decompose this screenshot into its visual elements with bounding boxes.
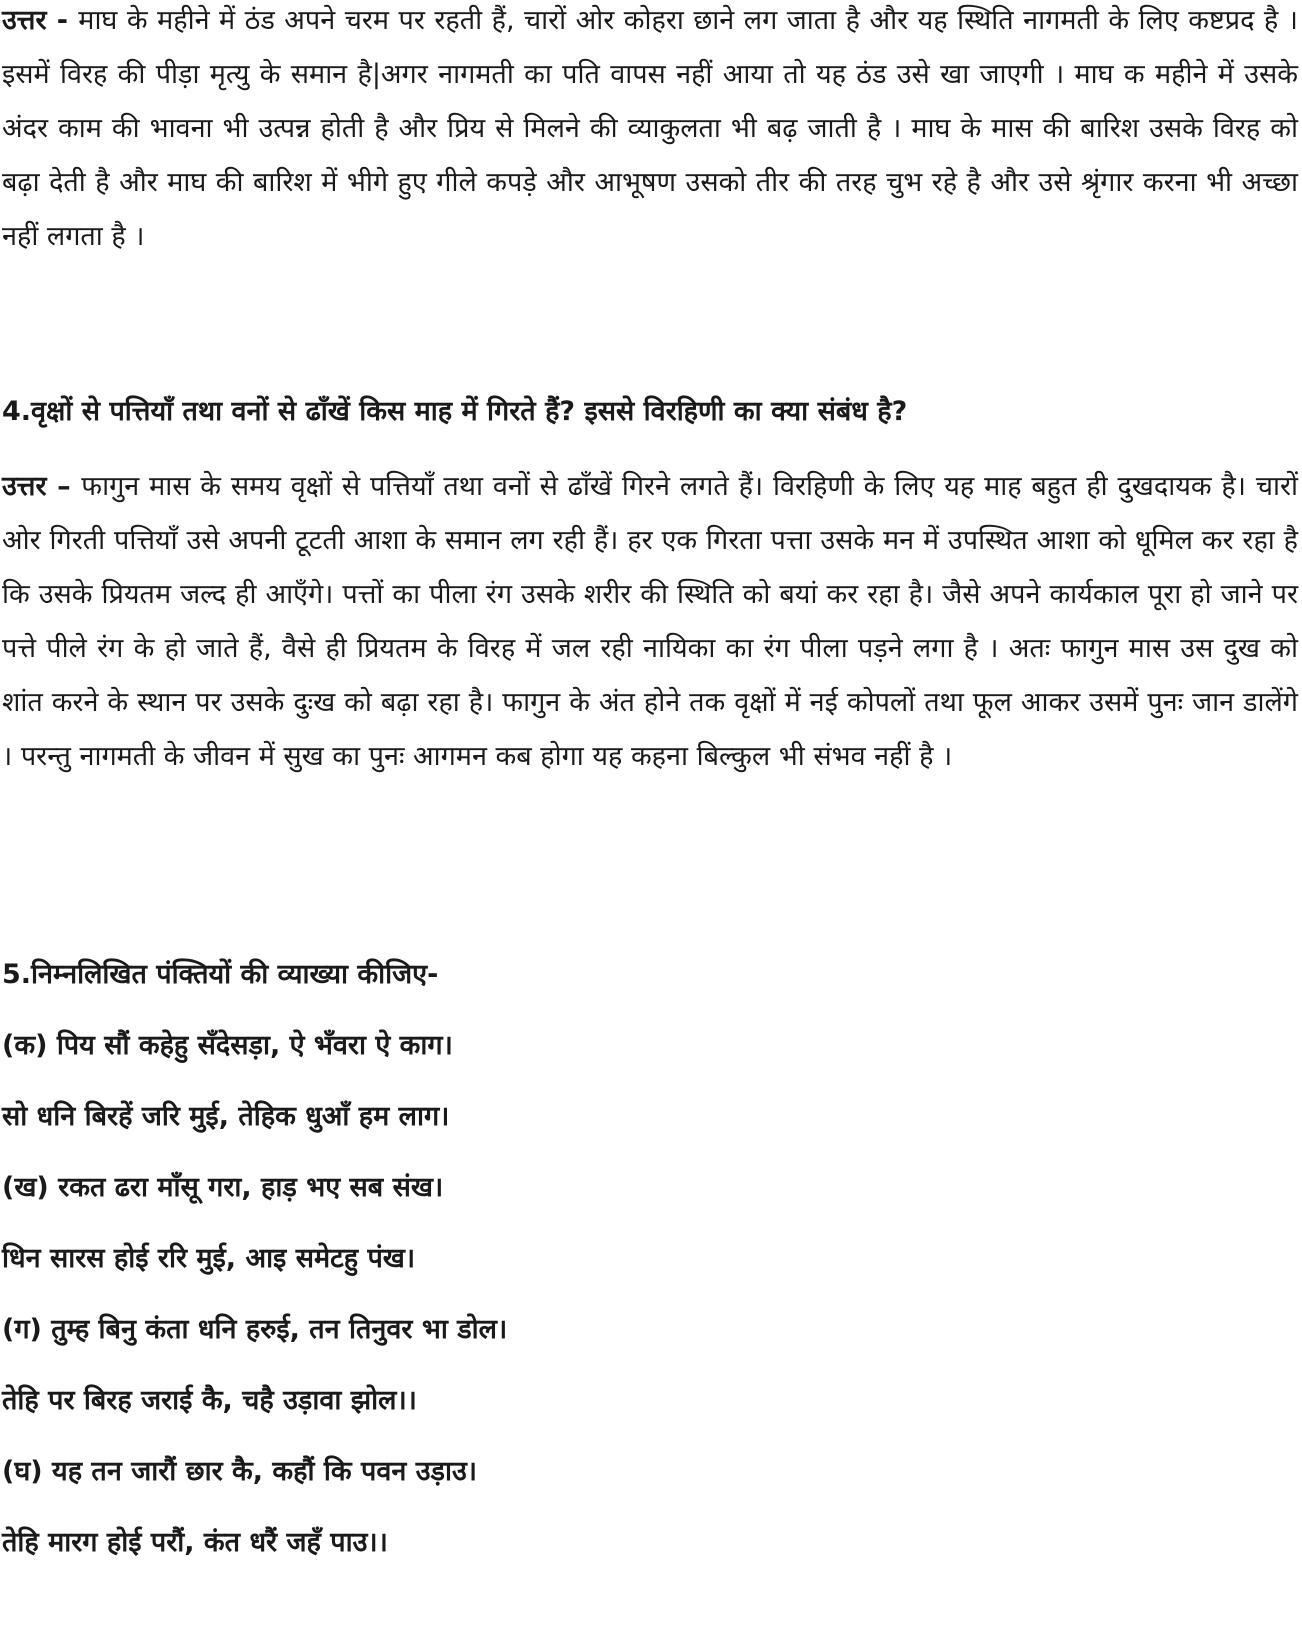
verse-line: (ग) तुम्ह बिनु कंता धनि हरुई, तन तिनुवर भा डोल। bbox=[2, 1314, 508, 1345]
answer-3-text: माघ के महीने में ठंड अपने चरम पर रहती हैं, चारों ओर कोहरा छाने लग जाता है और यह स्थिति नागमती के लिए कष्टप्रद है । इसमें विरह की पीड़ा मृत्यु के समान है|अगर नागमती का पति वापस नहीं आया तो यह ठंड उसे खा जाएगी । माघ क महीने में उसके अंदर काम की भावना भी उत्पन्न होती है और प्रिय से मिलने की व्याकुलता भी बढ़ जाती है । माघ के मास की बारिश उसके विरह को बढ़ा देती है और माघ की बारिश में भीगे हुए गीले कपड़े और आभूषण उसको तीर की तरह चुभ रहे है और उसे श्रृंगार करना भी अच्छा नहीं लगता है । bbox=[2, 5, 1298, 252]
answer-4-paragraph bbox=[2, 460, 1298, 784]
answer-4-label: उत्तर – bbox=[2, 471, 82, 502]
verse-line: तेहि पर बिरह जराई कै, चहै उड़ावा झोल।। bbox=[2, 1385, 417, 1416]
verse-line: (घ) यह तन जारौं छार कै, कहौं कि पवन उड़ाउ। bbox=[2, 1456, 478, 1487]
verse-line: (ख) रकत ढरा माँसू गरा, हाड़ भए सब संख। bbox=[2, 1172, 444, 1203]
answer-3-paragraph bbox=[2, 0, 1298, 264]
answer-4-text: फागुन मास के समय वृक्षों से पत्तियाँ तथा वनों से ढाँखें गिरने लगते हैं। विरहिणी के लिए यह माह बहुत ही दुखदायक है। चारों ओर गिरती पत्तियाँ उसे अपनी टूटती आशा के समान लग रही हैं। हर एक गिरता पत्ता उसके मन में उपस्थित आशा को धूमिल कर रहा है कि उसके प्रियतम जल्द ही आएँगे। पत्तों का पीला रंग उसके शरीर की स्थिति को बयां कर रहा है। जैसे अपने कार्यकाल पूरा हो जाने पर पत्ते पीले रंग के हो जाते हैं, वैसे ही प्रियतम के विरह में जल रही नायिका का रंग पीला पड़ने लगा है । अतः फागुन मास उस दुख को शांत करने के स्थान पर उसके दुःख को बढ़ा रहा है। फागुन के अंत होने तक वृक्षों में नई कोपलों तथा फूल आकर उसमें पुनः जान डालेंगे । परन्तु नागमती के जीवन में सुख का पुनः आगमन कब होगा यह कहना बिल्कुल भी संभव नहीं है । bbox=[2, 471, 1298, 772]
verse-line: धिन सारस होई ररि मुई, आइ समेटहु पंख। bbox=[2, 1243, 416, 1274]
verse-line: तेहि मारग होई परौं, कंत धरैं जहँ पाउ।। bbox=[2, 1527, 388, 1558]
answer-3-label: उत्तर - bbox=[2, 5, 79, 36]
question-4-heading: 4.वृक्षों से पत्तियाँ तथा वनों से ढाँखें किस माह में गिरते हैं? इससे विरहिणी का क्या संबंध है? bbox=[2, 396, 908, 427]
verse-line: सो धनि बिरहें जरि मुई, तेहिक धुआँ हम लाग। bbox=[2, 1101, 450, 1132]
question-5-heading: 5.निम्नलिखित पंक्तियों की व्याख्या कीजिए- bbox=[2, 959, 439, 990]
verse-line: (क) पिय सौं कहेहु सँदेसड़ा, ऐ भँवरा ऐ काग। bbox=[2, 1030, 453, 1061]
